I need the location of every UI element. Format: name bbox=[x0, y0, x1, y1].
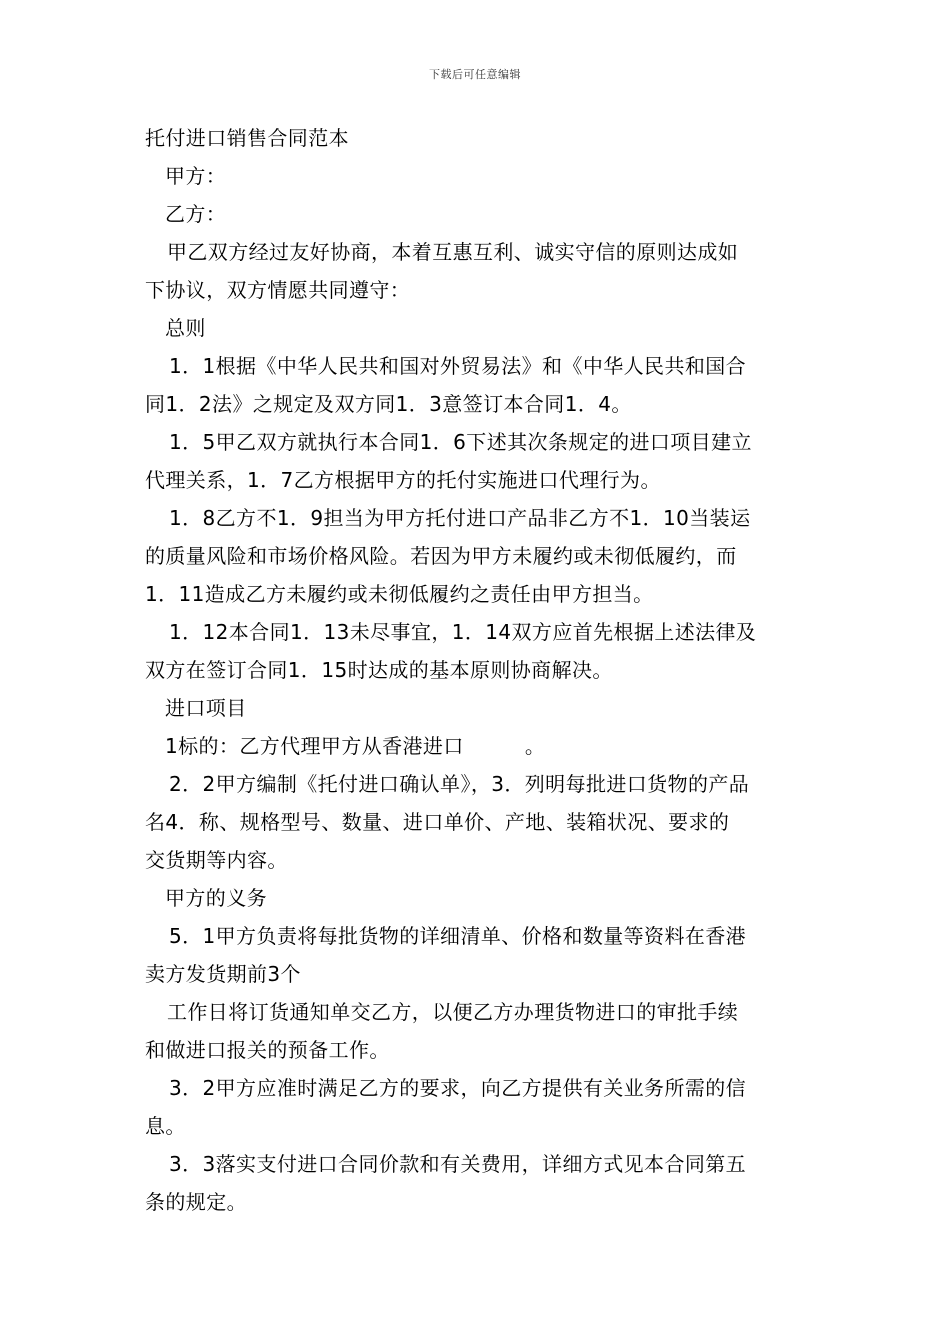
document-body bbox=[145, 119, 807, 1221]
paragraph-line: 1标的：乙方代理甲方从香港进口 。 bbox=[165, 734, 546, 758]
paragraph-line: 1．12本合同1．13未尽事宜，1．14双方应首先根据上述法律及 bbox=[169, 620, 757, 644]
paragraph-line: 卖方发货期前3个 bbox=[145, 962, 301, 986]
paragraph-line: 名4．称、规格型号、数量、进口单价、产地、装箱状况、要求的 bbox=[145, 810, 730, 834]
paragraph-line: 1．8乙方不1．9担当为甲方托付进口产品非乙方不1．10当装运 bbox=[169, 506, 751, 530]
paragraph-line: 3．3落实支付进口合同价款和有关费用，详细方式见本合同第五 bbox=[169, 1152, 747, 1176]
paragraph-line: 3．2甲方应准时满足乙方的要求，向乙方提供有关业务所需的信 bbox=[169, 1076, 747, 1100]
paragraph-line: 息。 bbox=[145, 1114, 186, 1138]
paragraph-line: 和做进口报关的预备工作。 bbox=[145, 1038, 390, 1062]
section-heading-import-items: 进口项目 bbox=[165, 696, 247, 720]
party-b-label: 乙方： bbox=[165, 202, 227, 226]
section-heading-party-a-obligations: 甲方的义务 bbox=[165, 886, 267, 910]
paragraph-line: 条的规定。 bbox=[145, 1190, 247, 1214]
header-note: 下载后可任意编辑 bbox=[429, 68, 521, 81]
party-a-label: 甲方： bbox=[165, 164, 227, 188]
paragraph-line: 2．2甲方编制《托付进口确认单》，3．列明每批进口货物的产品 bbox=[169, 772, 750, 796]
paragraph-line: 工作日将订货通知单交乙方，以便乙方办理货物进口的审批手续 bbox=[167, 1000, 739, 1024]
paragraph-line: 1．11造成乙方未履约或未彻低履约之责任由甲方担当。 bbox=[145, 582, 654, 606]
paragraph-line: 1．1根据《中华人民共和国对外贸易法》和《中华人民共和国合 bbox=[169, 354, 747, 378]
paragraph-line: 交货期等内容。 bbox=[145, 848, 288, 872]
paragraph-line: 的质量风险和市场价格风险。若因为甲方未履约或未彻低履约，而 bbox=[145, 544, 737, 568]
paragraph-line: 双方在签订合同1．15时达成的基本原则协商解决。 bbox=[145, 658, 613, 682]
paragraph-line: 1．5甲乙双方就执行本合同1．6下述其次条规定的进口项目建立 bbox=[169, 430, 752, 454]
paragraph-line: 甲乙双方经过友好协商，本着互惠互利、诚实守信的原则达成如 bbox=[167, 240, 739, 264]
paragraph-line: 下协议，双方情愿共同遵守： bbox=[145, 278, 411, 302]
document-title: 托付进口销售合同范本 bbox=[145, 126, 349, 150]
paragraph-line: 同1．2法》之规定及双方同1．3意签订本合同1．4。 bbox=[145, 392, 632, 416]
paragraph-line: 代理关系，1．7乙方根据甲方的托付实施进口代理行为。 bbox=[145, 468, 661, 492]
section-heading-general: 总则 bbox=[165, 316, 206, 340]
paragraph-line: 5．1甲方负责将每批货物的详细清单、价格和数量等资料在香港 bbox=[169, 924, 747, 948]
